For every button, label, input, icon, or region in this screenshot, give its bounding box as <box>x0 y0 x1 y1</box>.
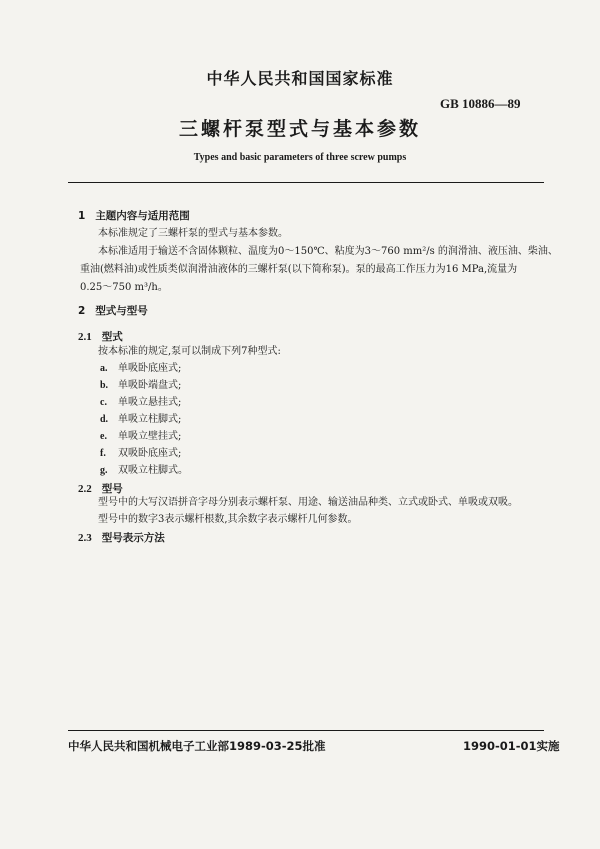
list-item <box>100 413 181 427</box>
national-standard-heading: 中华人民共和国国家标准 <box>206 69 394 88</box>
list-item-text: 单吸卧底座式; <box>118 363 182 374</box>
list-item <box>100 447 181 461</box>
list-item-text: 单吸立壁挂式; <box>118 431 182 442</box>
list-item-letter: c. <box>100 397 107 408</box>
section-2-2-title: 型号 <box>101 483 123 495</box>
footer-divider <box>68 730 544 731</box>
list-item <box>100 362 181 376</box>
list-item-letter: a. <box>100 363 108 374</box>
section-2-3-title: 型号表示方法 <box>101 532 165 544</box>
section-1-title: 主题内容与适用范围 <box>95 210 190 222</box>
section-2-heading <box>78 303 148 318</box>
list-item-letter: g. <box>100 465 108 476</box>
header-divider <box>68 182 544 183</box>
section-2-2-para2: 型号中的数字3表示螺杆根数,其余数字表示螺杆几何参数。 <box>98 514 358 525</box>
list-item-text: 双吸卧底座式; <box>118 448 182 459</box>
effective-date: 1990-01-01实施 <box>463 739 560 753</box>
section-1-para2-line2: 重油(燃料油)或性质类似润滑油液体的三螺杆泵(以下简称泵)。泵的最高工作压力为16 MPa,流量为 <box>80 264 518 275</box>
section-2-1-number: 2.1 <box>78 331 92 343</box>
list-item-letter: b. <box>100 380 109 391</box>
section-2-1-intro: 按本标准的规定,泵可以制成下列7种型式: <box>98 346 281 357</box>
list-item-letter: e. <box>100 431 107 442</box>
list-item <box>100 396 181 410</box>
section-2-2-number: 2.2 <box>78 483 92 495</box>
list-item <box>100 379 181 393</box>
section-2-2-heading <box>78 481 123 496</box>
standard-code: GB 10886—89 <box>440 96 521 111</box>
document-subtitle-en: Types and basic parameters of three screw pumps <box>193 152 407 163</box>
section-2-number: 2 <box>78 305 86 317</box>
list-item-text: 单吸立悬挂式; <box>118 397 182 408</box>
list-item-text: 双吸立柱脚式。 <box>118 465 188 476</box>
list-item-text: 单吸卧端盘式; <box>118 380 182 391</box>
section-1-para1: 本标准规定了三螺杆泵的型式与基本参数。 <box>98 228 288 239</box>
section-2-title: 型式与型号 <box>95 305 148 317</box>
list-item-letter: f. <box>100 448 106 459</box>
approval-line: 中华人民共和国机械电子工业部1989-03-25批准 <box>68 739 326 753</box>
section-2-1-heading <box>78 329 123 344</box>
section-2-1-title: 型式 <box>101 331 123 343</box>
section-1-number: 1 <box>78 210 86 222</box>
section-2-3-heading <box>78 530 165 545</box>
section-1-para2-line1: 本标准适用于输送不含固体颗粒、温度为0～150℃、粘度为3～760 mm²/s 的润滑油、液压油、柴油、 <box>98 246 558 257</box>
document-title: 三螺杆泵型式与基本参数 <box>178 118 421 140</box>
section-1-para2-line3: 0.25～750 m³/h。 <box>80 282 168 293</box>
list-item-text: 单吸立柱脚式; <box>118 414 182 425</box>
list-item-letter: d. <box>100 414 109 425</box>
list-item <box>100 430 181 444</box>
section-2-2-para1: 型号中的大写汉语拼音字母分别表示螺杆泵、用途、输送油品种类、立式或卧式、单吸或双吸。 <box>98 497 518 508</box>
section-2-3-number: 2.3 <box>78 532 92 544</box>
list-item <box>100 464 188 478</box>
section-1-heading <box>78 208 190 223</box>
